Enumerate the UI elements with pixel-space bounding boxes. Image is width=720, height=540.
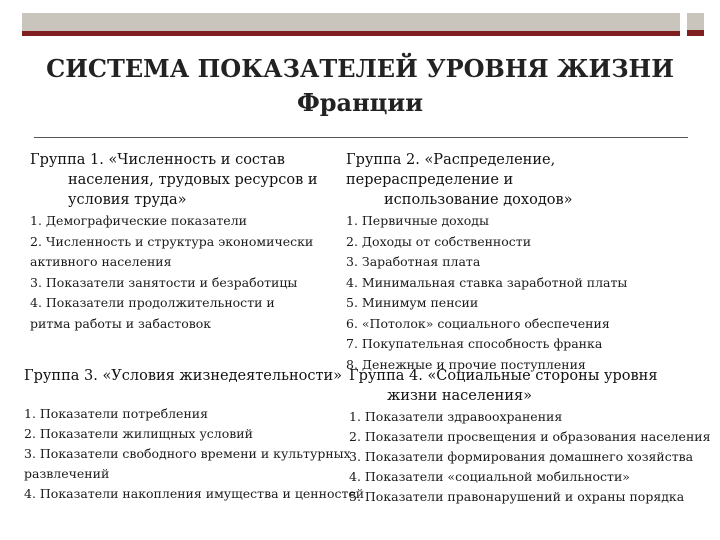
list-item: 1. Показатели здравоохранения xyxy=(349,409,563,424)
group-4-block xyxy=(349,366,709,507)
list-item: 1. Демографические показатели xyxy=(30,213,247,228)
group-title-first: Группа 2. «Распределение, перераспределение и xyxy=(346,152,556,188)
corner-accent xyxy=(687,30,704,36)
list-item: 1. Первичные доходы xyxy=(346,213,489,228)
group-title-first: Группа 3. «Условия жизнедеятельности» xyxy=(24,368,343,384)
list-item: ритма работы и забастовок xyxy=(30,315,212,331)
group-1-items xyxy=(30,211,330,334)
group-4-title xyxy=(349,366,709,406)
group-title-rest: использование доходов» xyxy=(384,192,573,208)
list-item: 3. Показатели формирования домашнего хозяйства xyxy=(349,449,694,464)
corner-square xyxy=(687,13,704,30)
list-item: 2. Показатели жилищных условий xyxy=(24,426,253,441)
header-bar xyxy=(22,13,680,31)
list-item: 1. Показатели потребления xyxy=(24,406,209,421)
list-item: 2. Показатели просвещения и образования населения xyxy=(349,429,711,444)
list-item: 3. Заработная плата xyxy=(346,254,481,269)
title-line-1: СИСТЕМА ПОКАЗАТЕЛЕЙ УРОВНЯ ЖИЗНИ xyxy=(46,54,674,83)
list-item: 5. Показатели правонарушений и охраны порядка xyxy=(349,489,685,504)
list-item: активного населения xyxy=(30,254,172,269)
group-title-first: Группа 4. «Социальные стороны уровня xyxy=(349,368,658,384)
group-2-block xyxy=(346,150,706,375)
list-item: 8. Денежные и прочие поступления xyxy=(346,356,586,372)
list-item: 3. Показатели свободного времени и культурных xyxy=(24,446,351,461)
list-item: 5. Минимум пенсии xyxy=(346,295,479,310)
group-1-block xyxy=(30,150,330,334)
group-3-title xyxy=(24,366,344,386)
group-2-title xyxy=(346,150,706,210)
list-item: 2. Численность и структура экономически xyxy=(30,233,314,249)
list-item: 4. Показатели продолжительности и xyxy=(30,295,275,310)
list-item: развлечений xyxy=(24,466,110,481)
group-title-rest: населения, трудовых ресурсов и условия труда» xyxy=(68,172,318,208)
group-4-items xyxy=(349,407,709,507)
slide-title xyxy=(40,52,680,120)
header-accent-line xyxy=(22,31,680,36)
group-2-items xyxy=(346,211,706,375)
title-divider xyxy=(34,137,688,138)
list-item: 7. Покупательная способность франка xyxy=(346,336,603,351)
list-item: 3. Показатели занятости и безработицы xyxy=(30,274,298,290)
group-title-first: Группа 1. «Численность и состав xyxy=(30,152,285,168)
list-item: 6. «Потолок» социального обеспечения xyxy=(346,315,610,331)
title-line-2: Франции xyxy=(297,88,423,117)
group-3-items xyxy=(24,404,365,504)
group-title-rest: жизни населения» xyxy=(387,388,532,404)
list-item: 4. Показатели «социальной мобильности» xyxy=(349,469,630,484)
group-3-block xyxy=(24,366,365,504)
list-item: 4. Минимальная ставка заработной платы xyxy=(346,274,628,290)
group-1-title xyxy=(30,150,330,210)
list-item: 4. Показатели накопления имущества и ценностей xyxy=(24,486,365,501)
list-item: 2. Доходы от собственности xyxy=(346,233,532,249)
